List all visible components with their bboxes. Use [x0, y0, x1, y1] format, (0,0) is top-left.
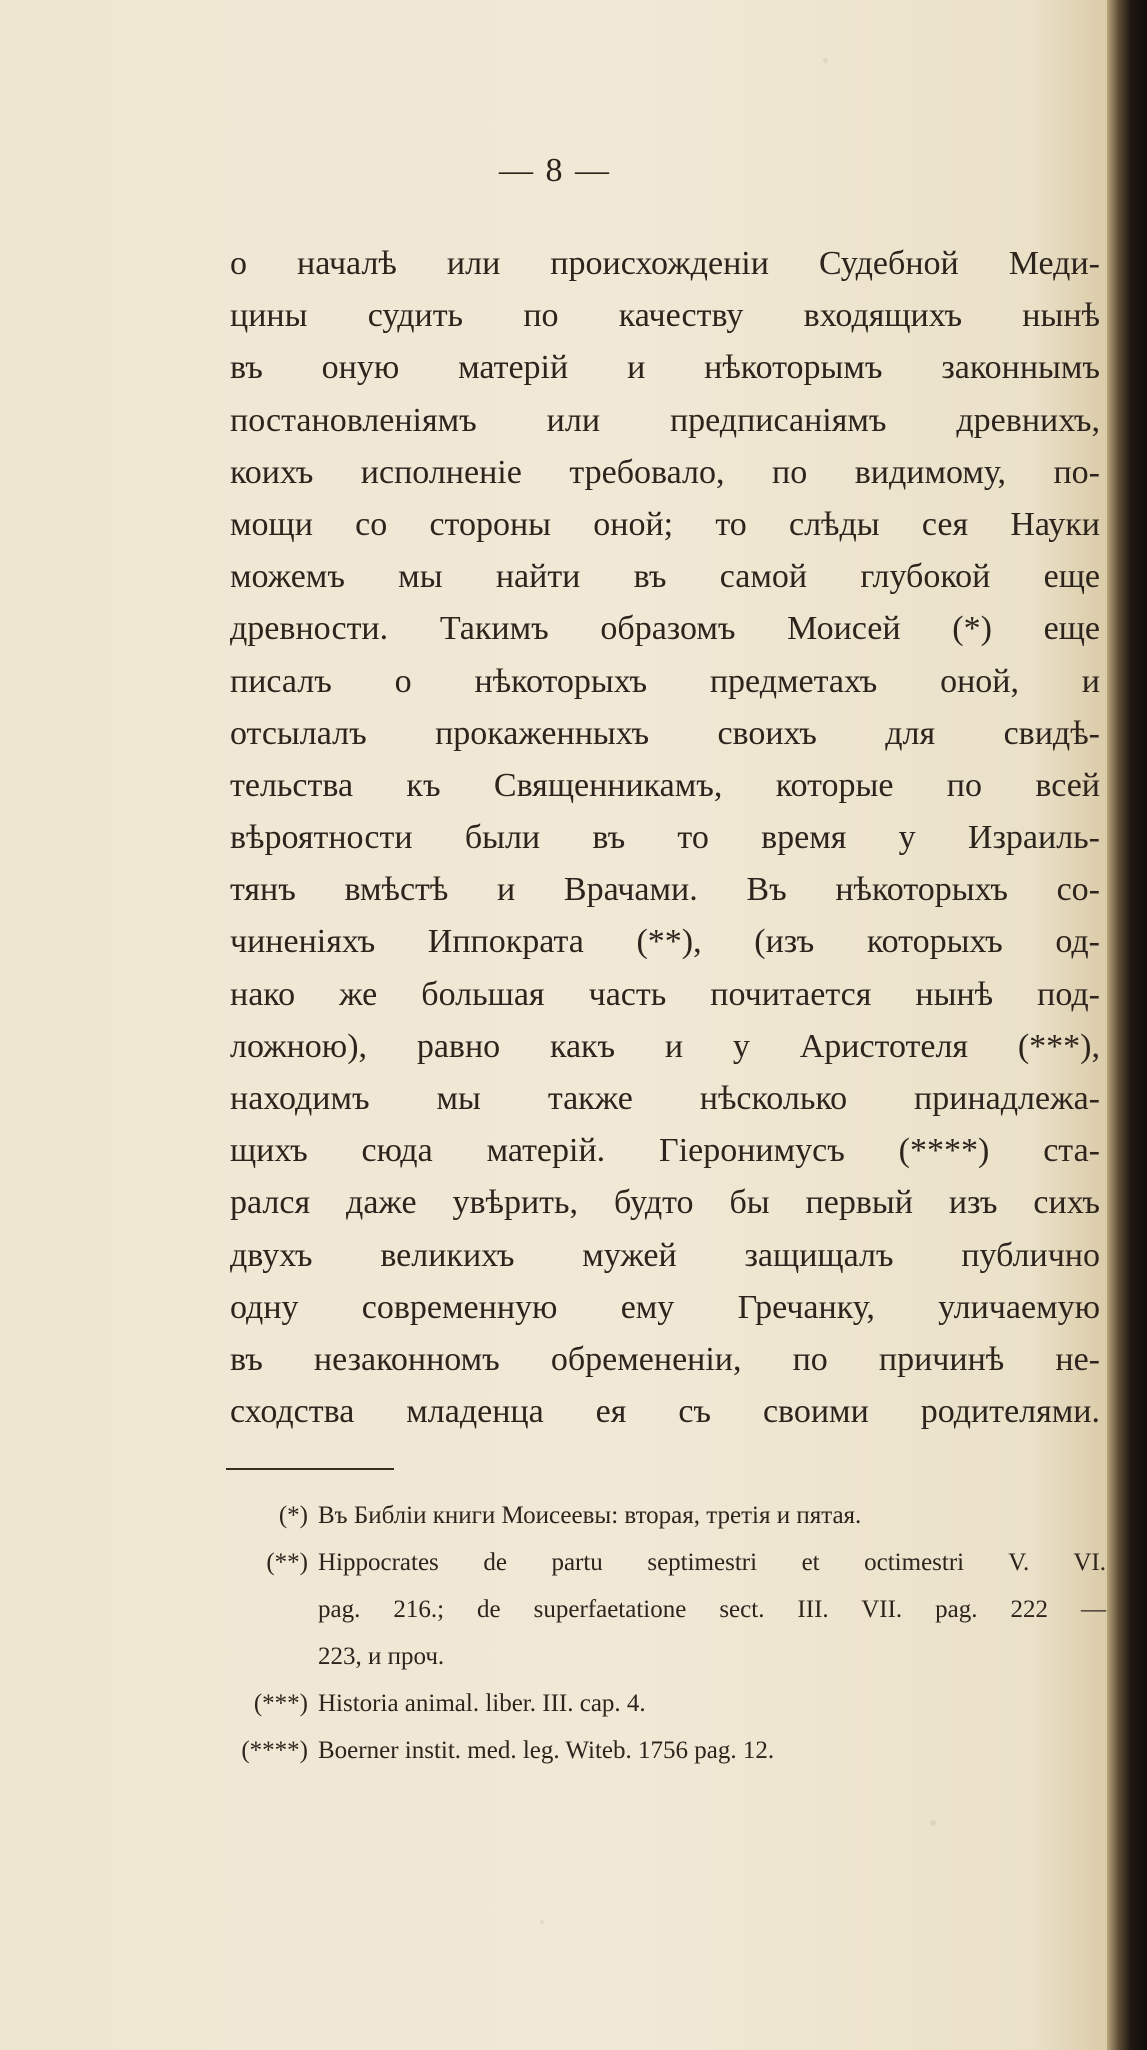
footnotes	[226, 1492, 1106, 1774]
footnote	[226, 1492, 1106, 1539]
footnote	[226, 1539, 1106, 1586]
text-line: тельства къ Священникамъ, которые по всей	[230, 766, 1100, 804]
text-line: въ оную матерій и нѣкоторымъ законнымъ	[230, 349, 1100, 387]
text-line: тянъ вмѣстѣ и Врачами. Въ нѣкоторыхъ со-	[230, 871, 1100, 909]
text-line: коихъ исполненіе требовало, по видимому, по-	[230, 453, 1100, 491]
text-line: въ незаконномъ обремененіи, по причинѣ не-	[230, 1340, 1100, 1378]
footnote-text: Boerner instit. med. leg. Witeb. 1756 pag. 12.	[318, 1737, 775, 1764]
text-line: щихъ сюда матерій. Гіеронимусъ (****) ста-	[230, 1132, 1100, 1170]
footnote-text: Historia animal. liber. III. cap. 4.	[318, 1690, 646, 1717]
text-line: писалъ о нѣкоторыхъ предметахъ оной, и	[230, 662, 1100, 700]
paper-speck	[823, 58, 828, 63]
paper-speck	[930, 1820, 936, 1826]
text-line: ложною), равно какъ и у Аристотеля (***),	[230, 1027, 1100, 1065]
text-line: одну современную ему Гречанку, уличаемую	[230, 1288, 1100, 1326]
paper-speck	[540, 1920, 544, 1924]
footnote-text: Hippocrates de partu septimestri et octimestri V. VI.	[318, 1549, 1106, 1576]
footnote-marker: (**)	[266, 1549, 308, 1576]
footnote-continuation	[226, 1633, 1106, 1680]
text-line: можемъ мы найти въ самой глубокой еще	[230, 558, 1100, 596]
footnote	[226, 1680, 1106, 1727]
text-line: древности. Такимъ образомъ Моисей (*) еще	[230, 610, 1100, 648]
footnote-marker: (****)	[241, 1737, 308, 1764]
footnote-rule	[226, 1468, 394, 1470]
text-line: находимъ мы также нѣсколько принадлежа-	[230, 1080, 1100, 1117]
book-binding-edge	[1107, 0, 1147, 2050]
text-line: вѣроятности были въ то время у Израиль-	[230, 819, 1100, 857]
text-line: о началѣ или происхожденіи Судебной Меди-	[230, 245, 1100, 282]
page-number: — 8 —	[499, 152, 611, 189]
footnote-marker: (***)	[253, 1690, 308, 1717]
text-line: двухъ великихъ мужей защищалъ публично	[230, 1236, 1100, 1274]
text-line: постановленіямъ или предписаніямъ древнихъ,	[230, 401, 1100, 439]
footnote-text: Въ Библіи книги Моисеевы: вторая, третія и пятая.	[318, 1502, 862, 1529]
text-line: чиненіяхъ Иппократа (**), (изъ которыхъ од-	[230, 923, 1100, 961]
footnote-continuation	[226, 1586, 1106, 1633]
footnote-marker: (*)	[278, 1502, 308, 1529]
footnote-text: pag. 216.; de superfaetatione sect. III. VII. pag. 222 —	[318, 1596, 1106, 1623]
text-line: отсылалъ прокаженныхъ своихъ для свидѣ-	[230, 714, 1100, 752]
text-line: цины судить по качеству входящихъ нынѣ	[230, 297, 1100, 335]
text-line: сходства младенца ея съ своими родителями.	[230, 1393, 1100, 1431]
text-line: нако же большая часть почитается нынѣ под-	[230, 975, 1100, 1013]
text-line: рался даже увѣрить, будто бы первый изъ сихъ	[230, 1184, 1100, 1222]
footnote-text: 223, и проч.	[318, 1643, 445, 1670]
text-line: мощи со стороны оной; то слѣды сея Науки	[230, 505, 1100, 543]
body-text	[230, 238, 1100, 1438]
footnote	[226, 1727, 1106, 1774]
